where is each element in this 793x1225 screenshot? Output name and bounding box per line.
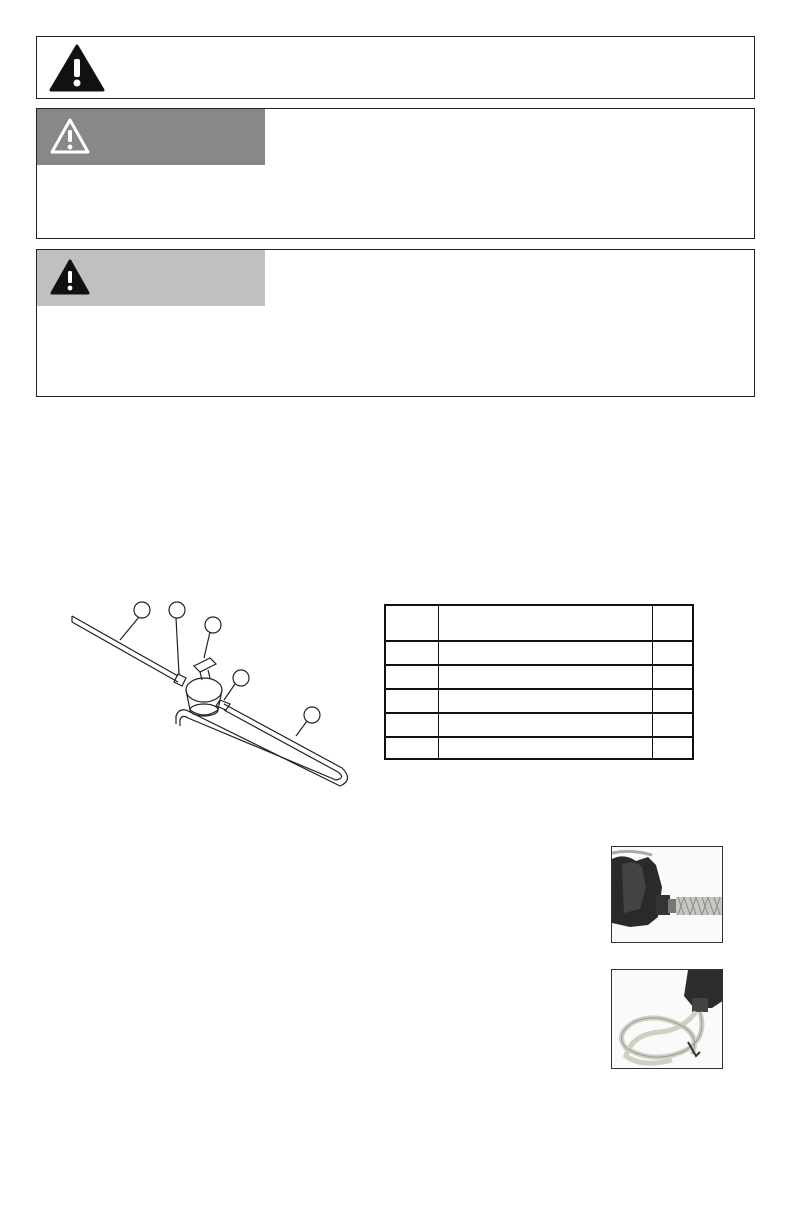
table-row [386, 688, 692, 712]
pump-hoses-photo-illustration [612, 970, 723, 1069]
notice-header-2 [37, 250, 265, 306]
table-row [386, 712, 692, 736]
notice-box-1 [36, 108, 755, 239]
warning-triangle-icon [49, 43, 105, 93]
pump-outlet-photo-illustration [612, 847, 723, 943]
table-header-row [386, 606, 692, 640]
photo-pump-outlet [611, 846, 723, 943]
warning-banner [36, 36, 755, 99]
warning-triangle-icon [49, 258, 91, 296]
parts-table [384, 604, 694, 760]
table-row [386, 736, 692, 758]
photo-pump-hoses [611, 969, 723, 1069]
exploded-parts-diagram [64, 600, 364, 800]
notice-header-1 [37, 109, 265, 165]
table-row [386, 640, 692, 664]
table-row [386, 664, 692, 688]
warning-triangle-icon [49, 117, 91, 155]
notice-box-2 [36, 249, 755, 397]
